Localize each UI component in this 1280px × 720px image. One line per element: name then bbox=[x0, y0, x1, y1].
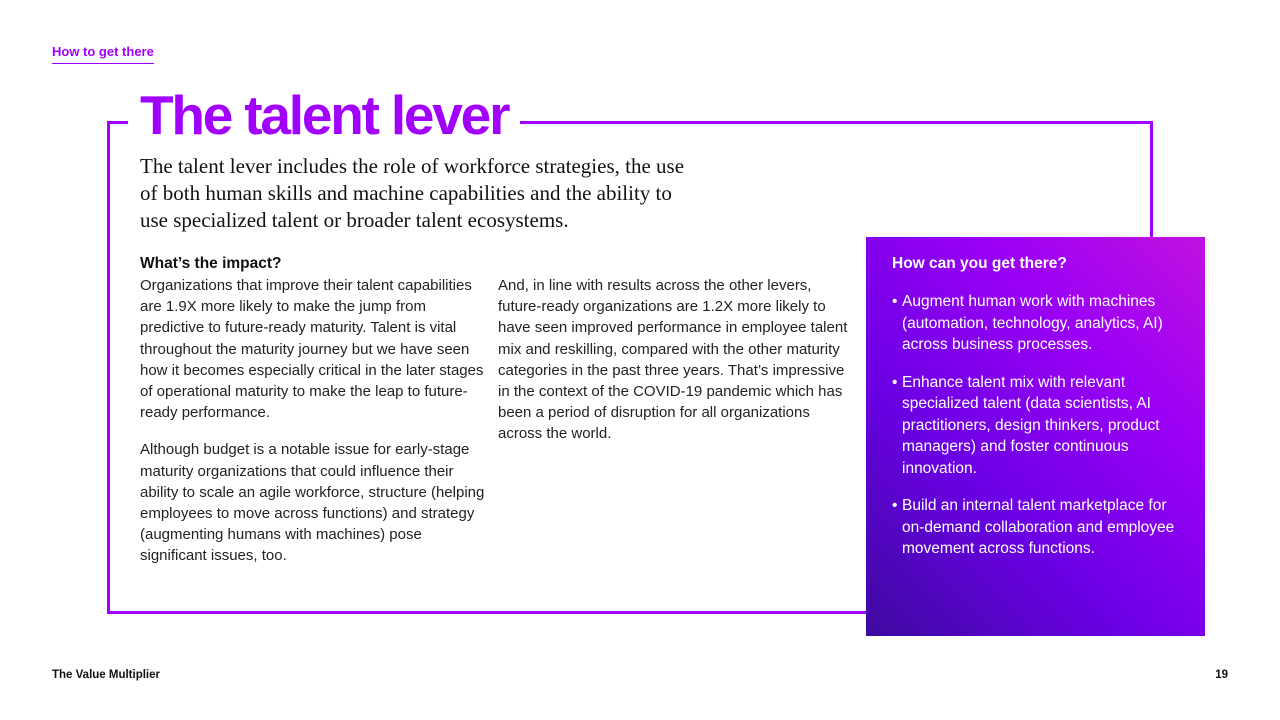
title-wrap bbox=[128, 84, 520, 146]
impact-paragraph: And, in line with results across the other levers, future-ready organizations are 1.2X more likely to have seen improved performance in employee talent mix and reskilling, compared with the other maturity categories in the past three years. That’s impressive in the context of the COVID-19 pandemic which has been a period of disruption for all organizations across the world. bbox=[498, 277, 848, 443]
list-item bbox=[892, 291, 1192, 356]
callout-list bbox=[892, 291, 1179, 560]
callout-heading: How can you get there? bbox=[892, 255, 1067, 272]
list-item bbox=[892, 495, 1192, 560]
bullet-icon: • bbox=[892, 373, 898, 391]
impact-column-right bbox=[498, 275, 848, 445]
impact-paragraph: Although budget is a notable issue for early-stage maturity organizations that could influence their ability to scale an agile workforce, structure (helping employees to move across functions) and strategy (augmenting humans with machines) pose significant issues, too. bbox=[140, 441, 485, 565]
impact-heading: What’s the impact? bbox=[140, 255, 282, 272]
list-item-text: Build an internal talent marketplace for on-demand collaboration and employee movement across functions. bbox=[902, 497, 1175, 557]
list-item-text: Augment human work with machines (automation, technology, analytics, AI) across business processes. bbox=[902, 293, 1163, 353]
list-item bbox=[892, 372, 1192, 480]
intro-paragraph: The talent lever includes the role of workforce strategies, the use of both human skills and machine capabilities and the ability to use specialized talent or broader talent ecosystems. bbox=[140, 154, 685, 232]
bullet-icon: • bbox=[892, 293, 898, 310]
page-title: The talent lever bbox=[140, 84, 509, 146]
bullet-icon: • bbox=[892, 497, 898, 514]
list-item-text: Enhance talent mix with relevant specialized talent (data scientists, AI practitioners, design thinkers, product managers) and foster continuous innovation. bbox=[902, 373, 1160, 477]
callout-box bbox=[866, 237, 1205, 636]
impact-paragraph: Organizations that improve their talent capabilities are 1.9X more likely to make the jump from predictive to future-ready maturity. Talent is vital throughout the maturity journey but we have seen how it becomes especially critical in the later stages of operational maturity to make the leap to future-ready performance. bbox=[140, 277, 484, 422]
page-number: 19 bbox=[1215, 669, 1228, 681]
footer-publication: The Value Multiplier bbox=[52, 669, 160, 681]
section-label: How to get there bbox=[52, 44, 154, 64]
impact-column-left bbox=[140, 275, 490, 567]
